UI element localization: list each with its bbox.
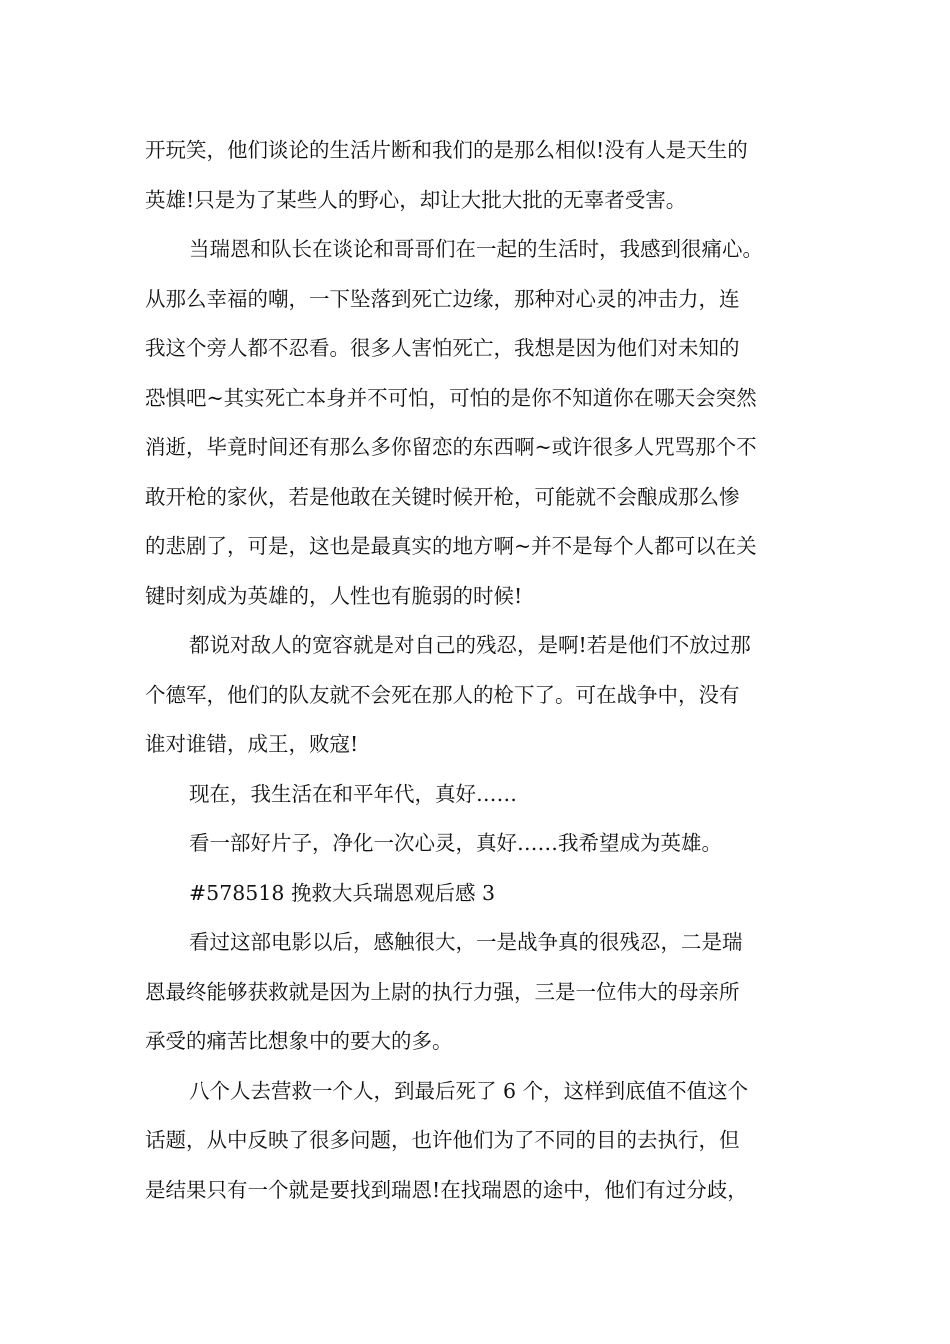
text-line: 从那么幸福的嘲，一下坠落到死亡边缘，那种对心灵的冲击力，连 [145, 286, 740, 311]
text-line: 键时刻成为英雄的，人性也有脆弱的时候! [145, 583, 523, 608]
text-line: 英雄!只是为了某些人的野心，却让大批大批的无辜者受害。 [145, 187, 687, 212]
text-line: 当瑞恩和队长在谈论和哥哥们在一起的生活时，我感到很痛心。 [189, 237, 763, 261]
text-line: 谁对谁错，成王，败寇! [145, 732, 359, 756]
text-line: 话题，从中反映了很多问题，也许他们为了不同的目的去执行，但 [145, 1128, 740, 1152]
text-line: 恩最终能够获救就是因为上尉的执行力强，三是一位伟大的母亲所 [145, 979, 740, 1004]
text-line: 承受的痛苦比想象中的要大的多。 [145, 1029, 453, 1053]
text-line: 开玩笑，他们谈论的生活片断和我们的是那么相似!没有人是天生的 [145, 138, 748, 162]
text-line: 个德军，他们的队友就不会死在那人的枪下了。可在战争中，没有 [145, 682, 740, 707]
text-line: 敢开枪的家伙，若是他敢在关键时候开枪，可能就不会酿成那么惨 [145, 484, 740, 509]
text-line: 的悲剧了，可是，这也是最真实的地方啊~并不是每个人都可以在关 [145, 534, 757, 558]
text-line: 八个人去营救一个人，到最后死了 6 个，这样到底值不值这个 [189, 1078, 749, 1103]
text-line: 看一部好片子，净化一次心灵，真好……我希望成为英雄。 [189, 831, 722, 855]
text-line: 都说对敌人的宽容就是对自己的残忍，是啊!若是他们不放过那 [189, 633, 751, 657]
text-line: 是结果只有一个就是要找到瑞恩!在找瑞恩的途中，他们有过分歧， [145, 1177, 748, 1202]
document-body-text [145, 126, 825, 1215]
text-line: 消逝，毕竟时间还有那么多你留恋的东西啊~或许很多人咒骂那个不 [145, 435, 757, 459]
text-line: 看过这部电影以后，感触很大，一是战争真的很残忍，二是瑞 [189, 930, 743, 954]
text-line: 我这个旁人都不忍看。很多人害怕死亡，我想是因为他们对未知的 [145, 336, 740, 360]
text-line: 恐惧吧~其实死亡本身并不可怕，可怕的是你不知道你在哪天会突然 [145, 385, 757, 410]
text-line: #578518 挽救大兵瑞恩观后感 3 [189, 880, 496, 905]
text-line: 现在，我生活在和平年代，真好…… [189, 781, 517, 806]
